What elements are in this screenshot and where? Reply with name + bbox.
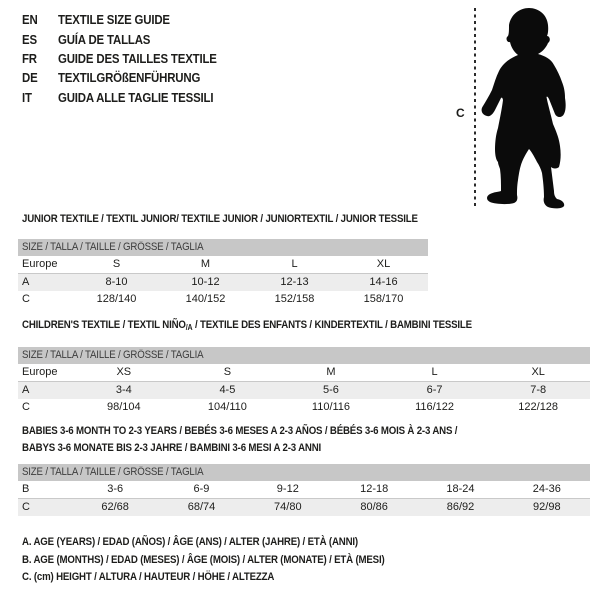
babies-row-b bbox=[18, 481, 590, 499]
legend bbox=[22, 534, 434, 587]
row-label: A bbox=[22, 384, 30, 396]
size-column: S bbox=[223, 366, 232, 378]
babies-title-line2: BABYS 3-6 MONATE BIS 2-3 JAHRE / BAMBINI 3-6 MESI A 2-3 ANNI bbox=[22, 441, 322, 454]
language-title: TEXTILE SIZE GUIDE bbox=[58, 12, 170, 28]
size-column: XL bbox=[531, 366, 545, 378]
table-cell: 152/158 bbox=[274, 293, 315, 305]
size-header-text: SIZE / TALLA / TAILLE / GRÖSSE / TAGLIA bbox=[22, 349, 204, 361]
size-column: S bbox=[112, 258, 121, 270]
table-cell: 98/104 bbox=[106, 401, 141, 413]
table-cell: 86/92 bbox=[446, 501, 475, 513]
children-section-title-text bbox=[22, 319, 472, 332]
table-cell: 7-8 bbox=[530, 384, 547, 396]
babies-title-line1: BABIES 3-6 MONTH TO 2-3 YEARS / BEBÉS 3-6 MESES A 2-3 AÑOS / BÉBÉS 3-6 MOIS À 2-3 ANS / bbox=[22, 425, 458, 437]
junior-row-c bbox=[18, 291, 428, 308]
table-cell: 8-10 bbox=[105, 276, 128, 288]
junior-section-title-text: JUNIOR TEXTILE / TEXTIL JUNIOR/ TEXTILE JUNIOR / JUNIORTEXTIL / JUNIOR TESSILE bbox=[22, 213, 418, 225]
language-title: GUÍA DE TALLAS bbox=[58, 31, 151, 47]
region-label: Europe bbox=[22, 366, 58, 378]
babies-size-table bbox=[18, 464, 590, 516]
language-row-en bbox=[22, 10, 238, 29]
table-cell: 110/116 bbox=[311, 401, 351, 413]
height-measure-dashed-line bbox=[474, 8, 476, 208]
table-cell: 12-18 bbox=[360, 483, 389, 495]
table-cell: 10-12 bbox=[191, 276, 220, 288]
legend-line-b bbox=[22, 552, 434, 570]
table-cell: 62/68 bbox=[101, 501, 129, 513]
children-row-a bbox=[18, 382, 590, 399]
children-title-pre: CHILDREN'S TEXTILE / TEXTIL NIÑO bbox=[22, 319, 186, 331]
table-cell: 74/80 bbox=[274, 501, 302, 513]
children-section-title bbox=[22, 319, 533, 332]
table-cell: 14-16 bbox=[369, 276, 398, 288]
table-cell: 92/98 bbox=[533, 501, 561, 513]
row-label: C bbox=[22, 293, 30, 305]
children-row-c bbox=[18, 399, 590, 416]
table-cell: 158/170 bbox=[363, 293, 404, 305]
children-columns-row bbox=[18, 364, 590, 382]
language-row-it bbox=[22, 88, 238, 107]
size-column: XL bbox=[376, 258, 391, 270]
junior-row-a bbox=[18, 274, 428, 291]
table-cell: 122/128 bbox=[518, 401, 559, 413]
table-cell: 5-6 bbox=[323, 384, 339, 396]
children-title-subscript: /A bbox=[185, 323, 193, 332]
table-cell: 104/110 bbox=[207, 401, 247, 413]
language-row-de bbox=[22, 68, 238, 87]
language-title: GUIDA ALLE TAGLIE TESSILI bbox=[58, 89, 214, 105]
language-list bbox=[22, 10, 238, 107]
children-size-header-bar bbox=[18, 347, 590, 364]
table-cell: 3-4 bbox=[115, 384, 132, 396]
row-label: C bbox=[22, 401, 30, 413]
table-cell: 18-24 bbox=[446, 483, 475, 495]
junior-section-title bbox=[22, 213, 472, 225]
row-label: B bbox=[22, 483, 30, 495]
baby-silhouette-path bbox=[482, 8, 566, 208]
legend-line-c-text: C. (cm) HEIGHT / ALTURA / HAUTEUR / HÖHE / ALTEZZA bbox=[22, 571, 275, 584]
table-cell: 68/74 bbox=[187, 501, 216, 513]
table-cell: 80/86 bbox=[360, 501, 388, 513]
table-cell: 12-13 bbox=[280, 276, 309, 288]
language-code: EN bbox=[22, 12, 38, 28]
language-code: FR bbox=[22, 50, 37, 66]
row-label: C bbox=[22, 501, 30, 513]
junior-columns-row bbox=[18, 256, 428, 274]
language-title: GUIDE DES TAILLES TEXTILE bbox=[58, 50, 217, 66]
language-code: IT bbox=[22, 89, 32, 105]
table-cell: 3-6 bbox=[107, 483, 124, 495]
junior-size-table bbox=[18, 239, 428, 308]
height-measure-label: C bbox=[456, 106, 465, 120]
region-label: Europe bbox=[22, 258, 58, 270]
size-header-text: SIZE / TALLA / TAILLE / GRÖSSE / TAGLIA bbox=[22, 466, 204, 478]
legend-line-a bbox=[22, 534, 434, 552]
table-cell: 140/152 bbox=[185, 293, 226, 305]
size-column: L bbox=[291, 258, 298, 270]
row-label: A bbox=[22, 276, 30, 288]
language-row-fr bbox=[22, 49, 238, 68]
size-column: M bbox=[200, 258, 211, 270]
language-code: DE bbox=[22, 70, 38, 86]
language-title: TEXTILGRÖßENFÜHRUNG bbox=[58, 70, 201, 86]
size-column: L bbox=[431, 366, 438, 378]
babies-row-c bbox=[18, 499, 590, 516]
language-code: ES bbox=[22, 31, 37, 47]
children-title-post: / TEXTILE DES ENFANTS / KINDERTEXTIL / BAMBINI TESSILE bbox=[192, 319, 472, 331]
table-cell: 4-5 bbox=[219, 384, 236, 396]
language-row-es bbox=[22, 29, 238, 48]
legend-line-c bbox=[22, 569, 434, 587]
size-column: M bbox=[326, 366, 336, 378]
babies-section-title bbox=[22, 423, 517, 456]
baby-silhouette bbox=[478, 3, 600, 213]
table-cell: 128/140 bbox=[96, 293, 137, 305]
table-cell: 116/122 bbox=[415, 401, 455, 413]
table-cell: 6-9 bbox=[193, 483, 210, 495]
junior-size-header-bar bbox=[18, 239, 428, 256]
size-column: XS bbox=[116, 366, 132, 378]
table-cell: 9-12 bbox=[276, 483, 299, 495]
size-header-text: SIZE / TALLA / TAILLE / GRÖSSE / TAGLIA bbox=[22, 241, 204, 253]
legend-line-b-text: B. AGE (MONTHS) / EDAD (MESES) / ÂGE (MOIS) / ALTER (MONATE) / ETÀ (MESI) bbox=[22, 553, 385, 566]
legend-line-a-text: A. AGE (YEARS) / EDAD (AÑOS) / ÂGE (ANS) / ALTER (JAHRE) / ETÀ (ANNI) bbox=[22, 536, 358, 548]
table-cell: 24-36 bbox=[532, 483, 561, 495]
children-size-table bbox=[18, 347, 590, 416]
babies-size-header-bar bbox=[18, 464, 590, 481]
table-cell: 6-7 bbox=[426, 384, 443, 396]
